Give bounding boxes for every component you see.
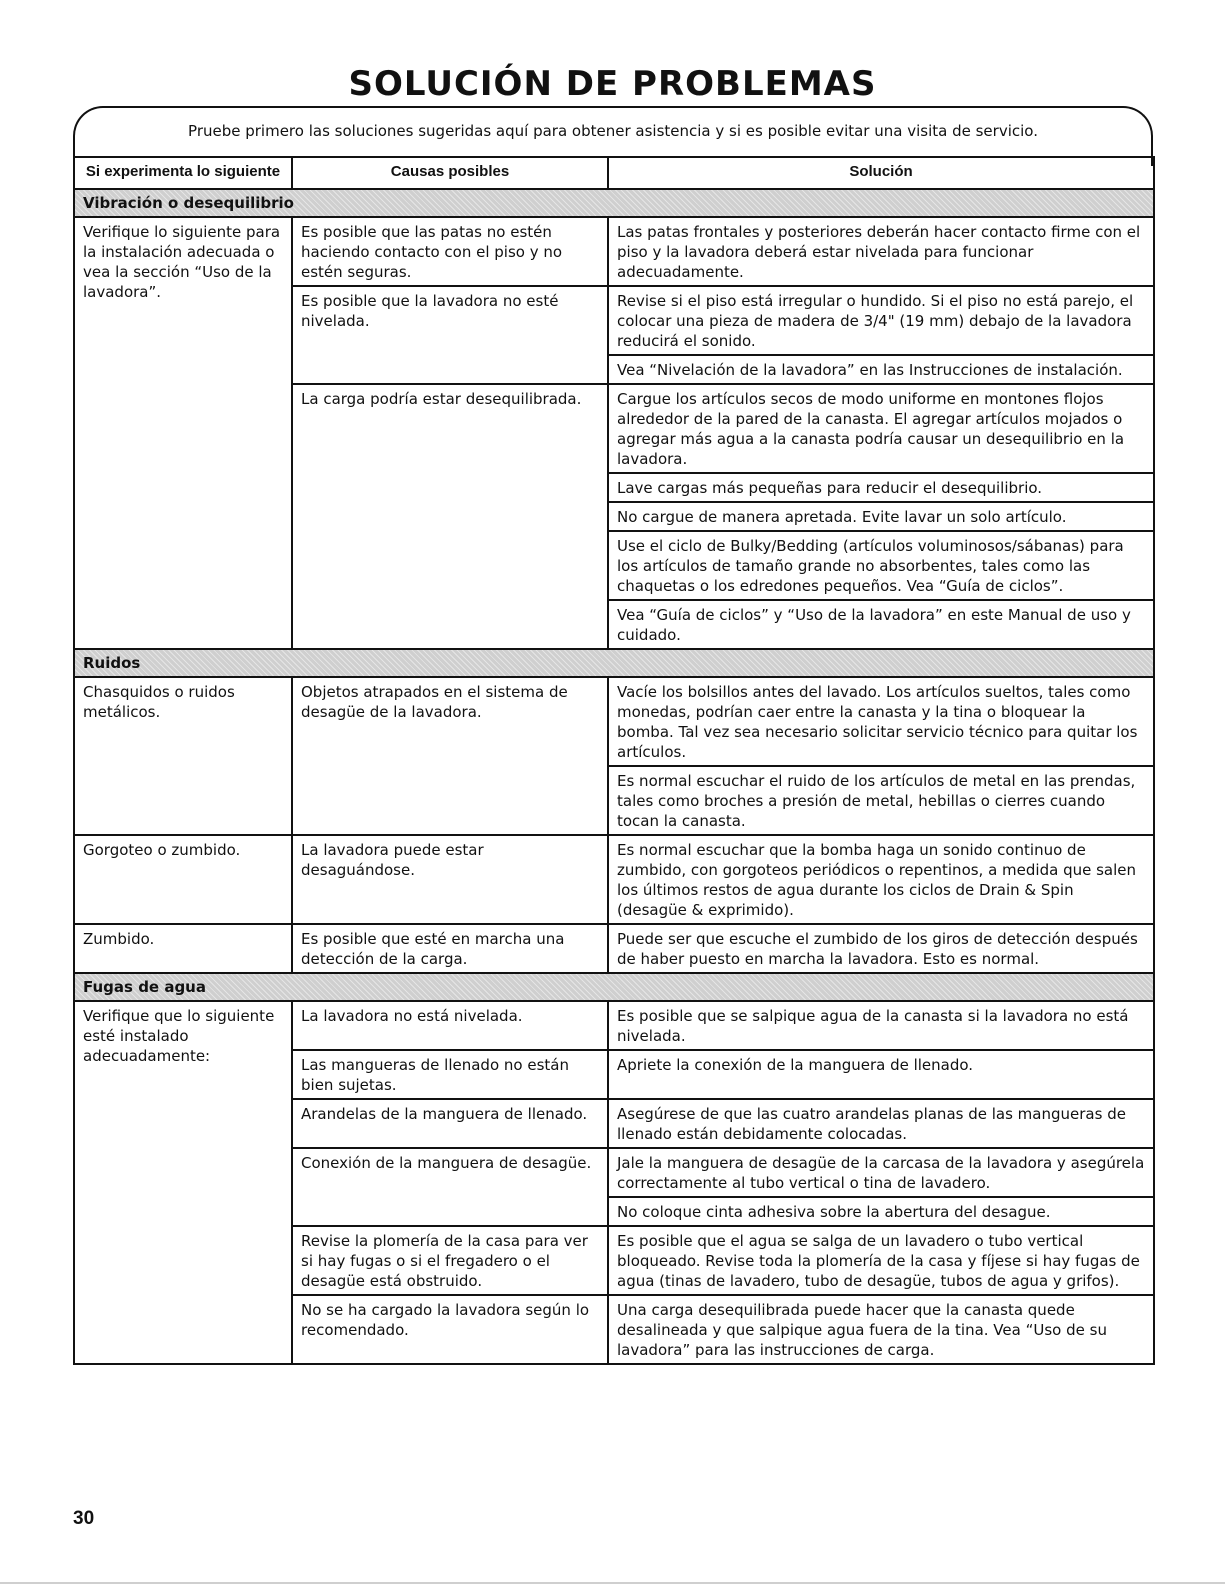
solution-cell: Puede ser que escuche el zumbido de los giros de detección después de haber puesto en marcha la lavadora. Esto es normal. — [608, 924, 1154, 973]
section-heading: Vibración o desequilibrio — [74, 189, 1154, 217]
cause-cell: La lavadora no está nivelada. — [292, 1001, 608, 1050]
section-heading: Ruidos — [74, 649, 1154, 677]
section-row — [74, 973, 1154, 1001]
solution-cell: Jale la manguera de desagüe de la carcasa de la lavadora y asegúrela correctamente al tubo vertical o tina de lavadero. — [608, 1148, 1154, 1197]
column-header-symptom: Si experimenta lo siguiente — [74, 157, 292, 189]
solution-cell: No cargue de manera apretada. Evite lavar un solo artículo. — [608, 502, 1154, 531]
solution-cell: Use el ciclo de Bulky/Bedding (artículos voluminosos/sábanas) para los artículos de tamaño grande no absorbentes, tales como las chaquetas o los edredones pequeños. Vea “Guía de ciclos”. — [608, 531, 1154, 600]
column-header-cause: Causas posibles — [292, 157, 608, 189]
symptom-cell: Chasquidos o ruidos metálicos. — [74, 677, 292, 835]
symptom-cell: Verifique que lo siguiente esté instalado adecuadamente: — [74, 1001, 292, 1364]
table-body — [74, 189, 1154, 1364]
cause-cell: Es posible que esté en marcha una detección de la carga. — [292, 924, 608, 973]
solution-cell: Una carga desequilibrada puede hacer que la canasta quede desalineada y que salpique agua fuera de la tina. Vea “Uso de su lavadora” para las instrucciones de carga. — [608, 1295, 1154, 1364]
cause-cell: No se ha cargado la lavadora según lo recomendado. — [292, 1295, 608, 1364]
solution-cell: Es normal escuchar que la bomba haga un sonido continuo de zumbido, con gorgoteos periódicos o repentinos, a medida que salen los últimos restos de agua durante los ciclos de Drain & Spin (desagüe & exprimido). — [608, 835, 1154, 924]
symptom-cell: Verifique lo siguiente para la instalación adecuada o vea la sección “Uso de la lavadora”. — [74, 217, 292, 649]
cause-cell: Objetos atrapados en el sistema de desagüe de la lavadora. — [292, 677, 608, 835]
solution-cell: Cargue los artículos secos de modo uniforme en montones flojos alrededor de la pared de la canasta. El agregar artículos mojados o agregar más agua a la canasta podría causar un desequilibrio en la lavadora. — [608, 384, 1154, 473]
symptom-cell: Gorgoteo o zumbido. — [74, 835, 292, 924]
table-row — [74, 677, 1154, 766]
solution-cell: Las patas frontales y posteriores deberán hacer contacto firme con el piso y la lavadora deberá estar nivelada para funcionar adecuadamente. — [608, 217, 1154, 286]
troubleshooting-table — [73, 156, 1155, 1365]
cause-cell: Revise la plomería de la casa para ver si hay fugas o si el fregadero o el desagüe está obstruido. — [292, 1226, 608, 1295]
solution-cell: Asegúrese de que las cuatro arandelas planas de las mangueras de llenado están debidamente colocadas. — [608, 1099, 1154, 1148]
solution-cell: Vea “Guía de ciclos” y “Uso de la lavadora” en este Manual de uso y cuidado. — [608, 600, 1154, 649]
solution-cell: Vea “Nivelación de la lavadora” en las Instrucciones de instalación. — [608, 355, 1154, 384]
cause-cell: Las mangueras de llenado no están bien sujetas. — [292, 1050, 608, 1099]
intro-text: Pruebe primero las soluciones sugeridas aquí para obtener asistencia y si es posible evitar una visita de servicio. — [188, 122, 1038, 140]
solution-cell: Revise si el piso está irregular o hundido. Si el piso no está parejo, el colocar una pieza de madera de 3/4" (19 mm) debajo de la lavadora reducirá el sonido. — [608, 286, 1154, 355]
section-row — [74, 649, 1154, 677]
cause-cell: Es posible que las patas no estén haciendo contacto con el piso y no estén seguras. — [292, 217, 608, 286]
cause-cell: La carga podría estar desequilibrada. — [292, 384, 608, 649]
table-row — [74, 835, 1154, 924]
solution-cell: Vacíe los bolsillos antes del lavado. Los artículos sueltos, tales como monedas, podrían caer entre la canasta y la tina o bloquear la bomba. Tal vez sea necesario solicitar servicio técnico para quitar los artículos. — [608, 677, 1154, 766]
cause-cell: Conexión de la manguera de desagüe. — [292, 1148, 608, 1226]
solution-cell: Es posible que se salpique agua de la canasta si la lavadora no está nivelada. — [608, 1001, 1154, 1050]
page-title: SOLUCIÓN DE PROBLEMAS — [348, 64, 877, 104]
solution-cell: Lave cargas más pequeñas para reducir el desequilibrio. — [608, 473, 1154, 502]
solution-cell: Apriete la conexión de la manguera de llenado. — [608, 1050, 1154, 1099]
cause-cell: Es posible que la lavadora no esté nivelada. — [292, 286, 608, 384]
column-header-solution: Solución — [608, 157, 1154, 189]
cause-cell: La lavadora puede estar desaguándose. — [292, 835, 608, 924]
symptom-cell: Zumbido. — [74, 924, 292, 973]
table-header-row — [74, 157, 1154, 189]
table-row — [74, 1001, 1154, 1050]
table-row — [74, 217, 1154, 286]
table-row — [74, 924, 1154, 973]
solution-cell: Es normal escuchar el ruido de los artículos de metal en las prendas, tales como broches a presión de metal, hebillas o cierres cuando tocan la canasta. — [608, 766, 1154, 835]
bottom-rule — [0, 1582, 1225, 1584]
section-row — [74, 189, 1154, 217]
section-heading: Fugas de agua — [74, 973, 1154, 1001]
solution-cell: Es posible que el agua se salga de un lavadero o tubo vertical bloqueado. Revise toda la plomería de la casa y fíjese si hay fugas de agua (tinas de lavadero, tubo de desagüe, tubos de agua y grifos). — [608, 1226, 1154, 1295]
page-number: 30 — [73, 1508, 95, 1529]
solution-cell: No coloque cinta adhesiva sobre la abertura del desague. — [608, 1197, 1154, 1226]
cause-cell: Arandelas de la manguera de llenado. — [292, 1099, 608, 1148]
